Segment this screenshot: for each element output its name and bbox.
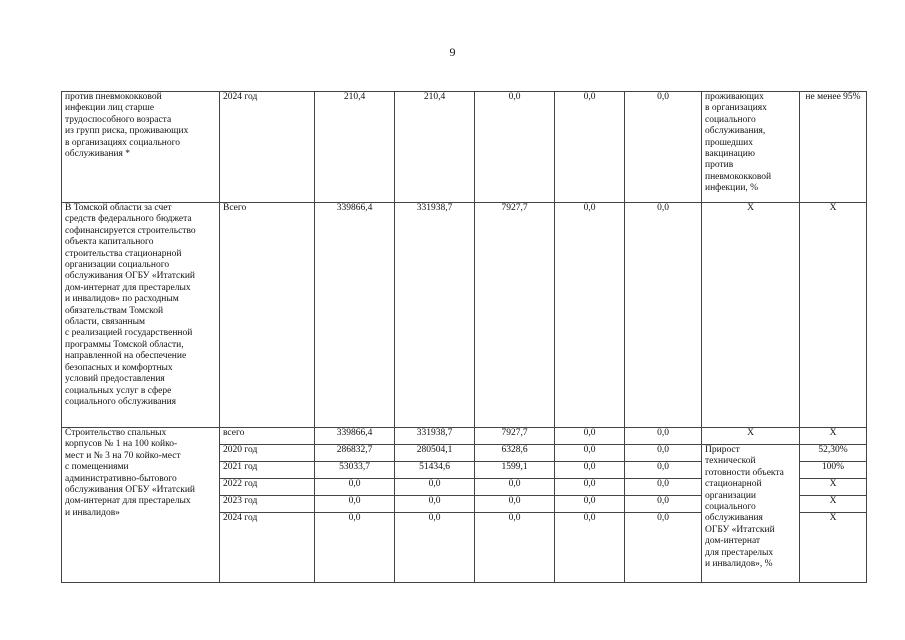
row-description: В Томской области за счет средств федерального бюджета софинансируется строительство объекта капитального строительства стационарной организации социального обслуживания ОГБУ «Итатский дом-интернат для престарелых и инвалидов» по расходным обязательствам Томской области, связанным с реализацией государственной программы Томской области, направленной на обеспечение безопасных и комфортных условий предоставления социальных услуг в сфере социального обслуживания xyxy=(62,203,220,428)
value-cell: 0,0 xyxy=(555,428,625,445)
value-cell: 210,4 xyxy=(315,92,395,203)
value-cell: 0,0 xyxy=(555,496,625,513)
indicator-cell: проживающих в организациях социального обслуживания, прошедших вакцинацию против пневмококковой инфекции, % xyxy=(702,92,800,203)
value-cell: 53033,7 xyxy=(315,462,395,479)
value-cell: 0,0 xyxy=(475,496,555,513)
row-period: 2023 год xyxy=(220,496,315,513)
value-cell: 210,4 xyxy=(395,92,475,203)
table-row xyxy=(62,428,867,445)
value-cell: 339866,4 xyxy=(315,428,395,445)
value-cell: 0,0 xyxy=(625,203,702,428)
value-cell: 7927,7 xyxy=(475,203,555,428)
value-cell: 0,0 xyxy=(555,92,625,203)
value-cell: 0,0 xyxy=(555,203,625,428)
row-period: всего xyxy=(220,428,315,445)
row-period: Всего xyxy=(220,203,315,428)
value-cell: 280504,1 xyxy=(395,445,475,462)
value-cell: 0,0 xyxy=(555,479,625,496)
value-cell: 51434,6 xyxy=(395,462,475,479)
target-cell: 52,30% xyxy=(800,445,867,462)
value-cell: 331938,7 xyxy=(395,203,475,428)
value-cell: 1599,1 xyxy=(475,462,555,479)
target-cell: Х xyxy=(800,203,867,428)
value-cell: 0,0 xyxy=(395,513,475,583)
value-cell: 0,0 xyxy=(475,92,555,203)
table-row xyxy=(62,92,867,203)
value-cell: 0,0 xyxy=(315,479,395,496)
value-cell: 0,0 xyxy=(395,496,475,513)
row-description: Строительство спальных корпусов № 1 на 100 койко- мест и № 3 на 70 койко-мест с помещениями административно-бытового обслуживания ОГБУ «Итатский дом-интернат для престарелых и инвалидов» xyxy=(62,428,220,583)
page-number: 9 xyxy=(449,45,456,59)
value-cell: 0,0 xyxy=(555,445,625,462)
value-cell: 6328,6 xyxy=(475,445,555,462)
value-cell: 0,0 xyxy=(555,513,625,583)
value-cell: 0,0 xyxy=(625,428,702,445)
target-cell: Х xyxy=(800,513,867,583)
program-table xyxy=(61,91,867,583)
value-cell: 0,0 xyxy=(315,513,395,583)
row-period: 2021 год xyxy=(220,462,315,479)
value-cell: 0,0 xyxy=(555,462,625,479)
value-cell: 0,0 xyxy=(625,479,702,496)
value-cell: 286832,7 xyxy=(315,445,395,462)
value-cell: 331938,7 xyxy=(395,428,475,445)
value-cell: 0,0 xyxy=(475,513,555,583)
row-period: 2020 год xyxy=(220,445,315,462)
value-cell: 0,0 xyxy=(625,462,702,479)
row-period: 2024 год xyxy=(220,513,315,583)
value-cell: 339866,4 xyxy=(315,203,395,428)
target-cell: Х xyxy=(800,496,867,513)
indicator-cell: Прирост технической готовности объекта стационарной организации социального обслуживания ОГБУ «Итатский дом-интернат для престарелых и инвалидов», % xyxy=(702,445,800,583)
row-period: 2022 год xyxy=(220,479,315,496)
indicator-cell: Х xyxy=(702,428,800,445)
value-cell: 0,0 xyxy=(395,479,475,496)
value-cell: 0,0 xyxy=(475,479,555,496)
table-row xyxy=(62,203,867,428)
target-cell: не менее 95% xyxy=(800,92,867,203)
value-cell: 0,0 xyxy=(625,445,702,462)
target-cell: Х xyxy=(800,428,867,445)
value-cell: 0,0 xyxy=(625,513,702,583)
indicator-cell: Х xyxy=(702,203,800,428)
row-period: 2024 год xyxy=(220,92,315,203)
value-cell: 0,0 xyxy=(315,496,395,513)
value-cell: 0,0 xyxy=(625,92,702,203)
target-cell: 100% xyxy=(800,462,867,479)
target-cell: Х xyxy=(800,479,867,496)
value-cell: 0,0 xyxy=(625,496,702,513)
row-description: против пневмококковой инфекции лиц старше трудоспособного возраста из групп риска, проживающих в организациях социального обслуживания * xyxy=(62,92,220,203)
value-cell: 7927,7 xyxy=(475,428,555,445)
